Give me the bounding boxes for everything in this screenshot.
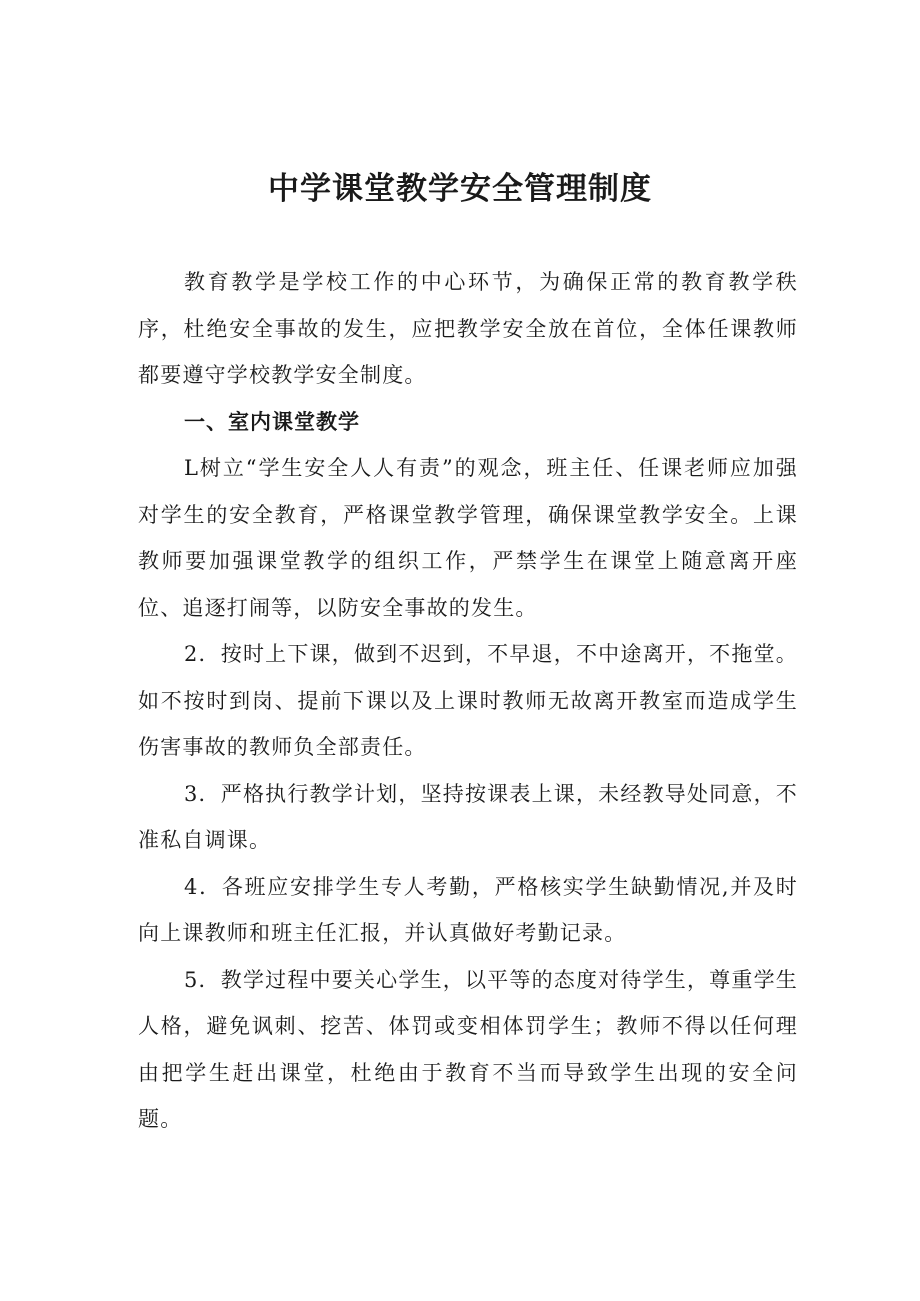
document-body [138, 259, 798, 1143]
list-item-5: 5．教学过程中要关心学生，以平等的态度对待学生，尊重学生人格，避免讽刺、挖苦、体罚或变相体罚学生；教师不得以任何理由把学生赶出课堂，杜绝由于教育不当而导致学生出现的安全问题。 [138, 967, 798, 1131]
document-title: 中学课堂教学安全管理制度 [268, 171, 652, 207]
list-item-1: L树立“学生安全人人有责”的观念，班主任、任课老师应加强对学生的安全教育，严格课堂教学管理，确保课堂教学安全。上课教师要加强课堂教学的组织工作，严禁学生在课堂上随意离开座位、追逐打闹等，以防安全事故的发生。 [138, 456, 798, 620]
intro-paragraph: 教育教学是学校工作的中心环节，为确保正常的教育教学秩序，杜绝安全事故的发生，应把教学安全放在首位，全体任课教师都要遵守学校教学安全制度。 [138, 270, 798, 387]
list-item-4: 4．各班应安排学生专人考勤，严格核实学生缺勤情况,并及时向上课教师和班主任汇报，并认真做好考勤记录。 [138, 874, 798, 945]
list-item-2: 2．按时上下课，做到不迟到，不早退，不中途离开，不拖堂。如不按时到岗、提前下课以及上课时教师无故离开教室而造成学生伤害事故的教师负全部责任。 [138, 642, 798, 759]
list-item-3: 3．严格执行教学计划，坚持按课表上课，未经教导处同意，不准私自调课。 [138, 781, 798, 852]
section-heading: 一、室内课堂教学 [184, 409, 360, 434]
